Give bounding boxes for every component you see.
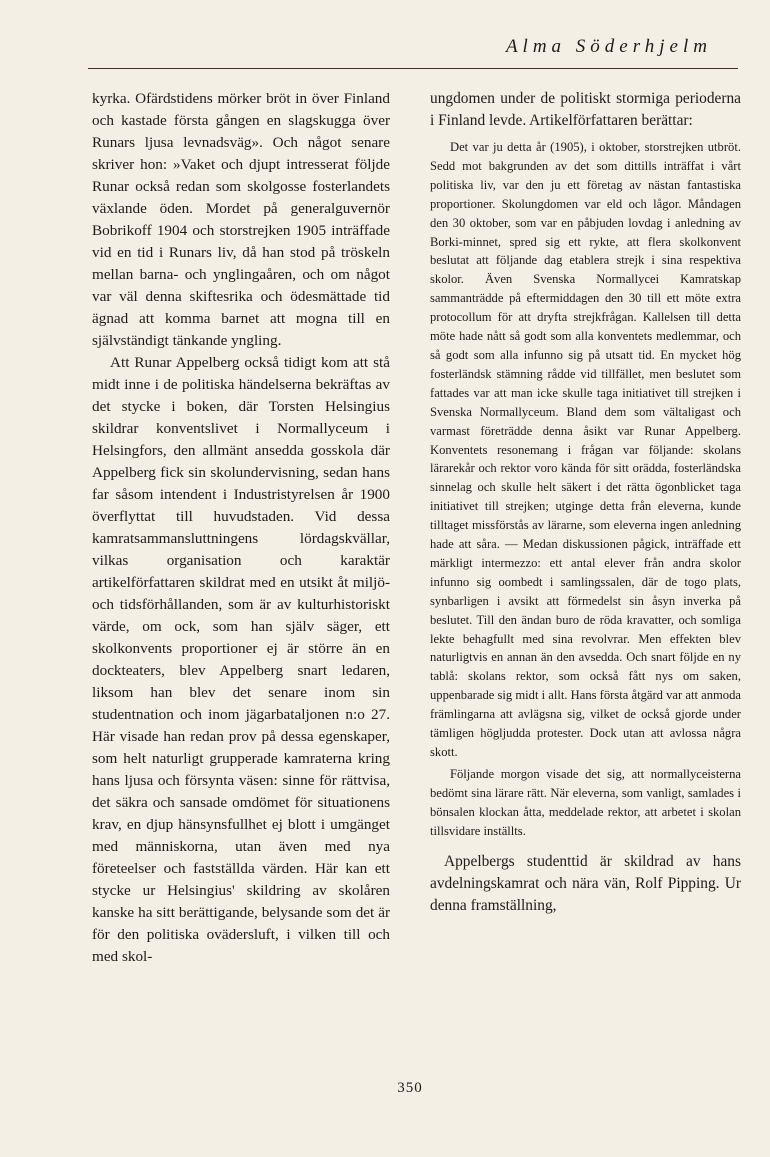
right-column <box>430 88 741 917</box>
running-header: Alma Söderhjelm <box>505 36 712 57</box>
quote-paragraph-1: Det var ju detta år (1905), i oktober, storstrejken utbröt. Sedd mot bakgrunden av det som dittills inträffat i vårt politiska liv, var den ju ett företag av nästan fantastiska proportioner. Skolungdomen var eld och lågor. Måndagen den 30 oktober, som var en påbjuden lovdag i anledning av Borki-minnet, spred sig ett rykte, att flera skolkonvent beslutat att följande dag etablera strejk i sina respektiva skolor. Även Svenska Normallycei Kamratskap sammanträdde på eftermiddagen den 30 till ett möte extra protocollum för att dryfta strejkfrågan. Kallelsen till detta möte hade nått så godt som alla konventets medlemmar, och så godt som alla infunno sig på utsatt tid. En mycket hög fosterländsk stämning rådde vid tillfället, men beslutet som fattades var att man icke skulle taga initiativet till strejken i Svenska Normallyceum. Bland dem som vältaligast och varmast företrädde denna åsikt var Runar Appelberg. Konventets resonemang i frågan var följande: skolans lärarekår och rektor voro kända för sitt orädda, fosterländska sinnelag och skulle helt säkert i det rätta ögonblicket taga initiativet till strejken; utginge detta från eleverna, kunde tilltaget missförstås av lärarne, som eleverna ingen anledning hade att såra. — Medan diskussionen pågick, inträffade ett märkligt intermezzo: ett antal elever från andra skolor infunno sig oombedt i samlingssalen, där de togo plats, synbarligen i avsikt att förmedelst sin åsyn inverka på beslutet. Till den ändan buro de röda kravatter, och somliga lekte behagfullt med sina revolvrar. Men effekten blev naturligtvis en annan än den avsedda. Och snart följde en ny tablå: skolans rektor, som också fått nys om saken, uppenbarade sig midt i allt. Hans första åtgärd var att anmoda främlingarna att avlägsna sig, vilket de också gjorde under tämligen högljudda protester. Dock utan att avlossa några skott. <box>430 140 741 759</box>
left-paragraph-2: Att Runar Appelberg också tidigt kom att stå midt inne i de politiska händelserna bekräftas av det stycke i boken, där Torsten Helsingius skildrar konventslivet i Normallyceum i Helsingfors, den allmänt ansedda gosskola där Appelberg fick sin skolundervisning, sedan hans far såsom intendent i Industristyrelsen år 1900 överflyttat till huvudstaden. Vid dessa kamratsammansluttningens lördagskvällar, vilkas organisation och karaktär artikelförfattaren skildrat med en utsikt åt miljö- och tidsförhållanden, som är av kulturhistoriskt värde, om ock, som han själv säger, ett skolkonvents proportioner ej är större än en dockteaters, blev Appelberg snart ledaren, liksom han blev det senare inom sin studentnation och inom jägarbataljonen n:o 27. Här visade han redan prov på dessa egenskaper, som helt naturligt grupperade kamraterna kring hans ljusa och försynta väsen: sinne för rättvisa, det säkra och sansade omdömet för situationens krav, en djup hänsynsfullhet ej blott i umgänget med människorna, utan även med nya företeelser och fastställda värden. Här kan ett stycke ur Helsingius' skildring av skolåren kanske ha sitt berättigande, belysande som det är för den politiska ovädersluft, i vilken till och med skol- <box>92 354 390 965</box>
page-number: 350 <box>397 1080 423 1096</box>
quote-paragraph-2: Följande morgon visade det sig, att normallyceisterna bedömt sina lärare rätt. När eleverna, som vanligt, samlades i bönsalen klockan åtta, meddelade rektor, att arbetet i skolan tillsvidare inställts. <box>430 766 741 838</box>
right-closing-paragraph: Appelbergs studenttid är skildrad av hans avdelningskamrat och nära vän, Rolf Pipping. Ur denna framställning, <box>430 852 741 914</box>
right-intro-paragraph: ungdomen under de politiskt stormiga perioderna i Finland levde. Artikelförfattaren berättar: <box>430 90 741 129</box>
left-paragraph-1: kyrka. Ofärdstidens mörker bröt in över Finland och kastade första gången en slagskugga över Runars ljusa levnadsväg». Och något senare skriver hon: »Vaket och djupt intresserat följde Runar också redan som skolgosse fosterlandets växlande öden. Mordet på generalguvernör Bobrikoff 1904 och storstrejken 1905 inträffade vid en tid i Runars liv, då han stod på tröskeln mellan barna- och ynglingaåren, och om något var väl denna skiftesrika och ödesmättade tid ägnad att komma barnet att mogna till en självständigt tänkande yngling. <box>92 90 390 349</box>
left-column <box>92 88 390 968</box>
header-rule <box>88 68 738 69</box>
